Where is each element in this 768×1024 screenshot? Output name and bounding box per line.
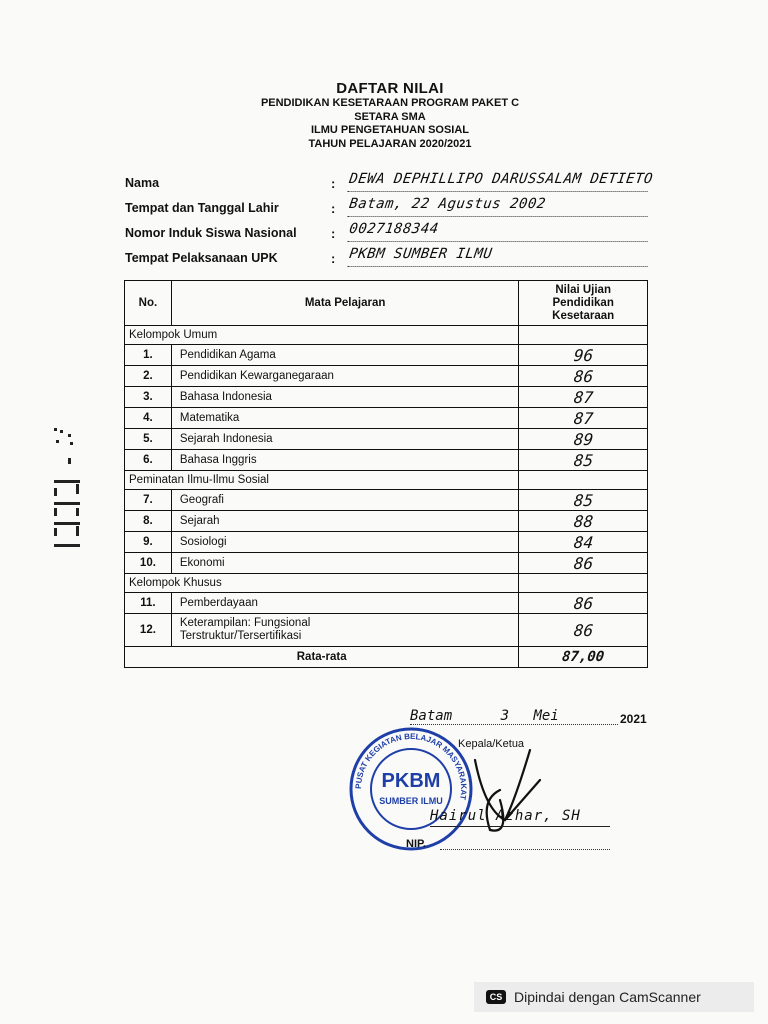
score-value: 87 — [572, 408, 594, 428]
group-score-empty — [519, 574, 648, 593]
row-subject: Pendidikan Agama — [171, 345, 519, 366]
info-colon: : — [331, 226, 336, 241]
info-label: Tempat Pelaksanaan UPK — [125, 251, 278, 265]
score-value: 86 — [572, 620, 594, 640]
row-no: 1. — [125, 345, 172, 366]
signer-name: Hairul Azhar, SH — [430, 808, 581, 824]
table-row — [125, 450, 648, 471]
row-subject-line-1: Keterampilan: Fungsional — [179, 617, 311, 629]
table-row — [125, 511, 648, 532]
row-subject: Matematika — [171, 408, 519, 429]
row-score — [519, 387, 648, 408]
header-line-3: ILMU PENGETAHUAN SOSIAL — [310, 124, 470, 136]
row-no: 5. — [125, 429, 172, 450]
info-label: Nama — [125, 176, 160, 190]
sign-place: Batam — [410, 708, 453, 724]
info-value: Batam, 22 Agustus 2002 — [348, 196, 651, 217]
table-row — [125, 614, 648, 647]
row-subject: Sejarah Indonesia — [171, 429, 519, 450]
row-subject: Ekonomi — [171, 553, 519, 574]
group-label: Kelompok Umum — [125, 326, 519, 345]
sign-year: 2021 — [620, 712, 647, 726]
camscanner-text: Dipindai dengan CamScanner — [514, 989, 701, 1005]
row-no: 11. — [125, 593, 172, 614]
sign-day: 3 — [500, 708, 510, 724]
header-line-4: TAHUN PELAJARAN 2020/2021 — [308, 137, 472, 150]
row-no: 10. — [125, 553, 172, 574]
row-subject: Sejarah — [171, 511, 519, 532]
row-no: 8. — [125, 511, 172, 532]
average-row — [125, 647, 648, 668]
row-subject — [171, 614, 519, 647]
stamp-center-text: PKBM — [381, 770, 441, 792]
student-info — [125, 172, 655, 272]
info-value: 0027188344 — [348, 221, 651, 242]
info-colon: : — [331, 176, 336, 191]
stamp-sub-text: SUMBER ILMU — [379, 796, 443, 806]
table-row — [125, 408, 648, 429]
info-value: PKBM SUMBER ILMU — [348, 246, 651, 267]
institution-stamp — [346, 724, 476, 854]
row-score — [519, 511, 648, 532]
score-value: 96 — [572, 345, 594, 365]
table-row — [125, 490, 648, 511]
info-row-nisn — [125, 222, 655, 247]
row-score — [519, 345, 648, 366]
sign-role: Kepala/Ketua — [458, 738, 525, 750]
info-label: Nomor Induk Siswa Nasional — [125, 226, 297, 240]
info-row-birth — [125, 197, 655, 222]
header-no: No. — [125, 281, 172, 326]
row-score — [519, 450, 648, 471]
score-value: 86 — [572, 593, 594, 613]
row-no: 2. — [125, 366, 172, 387]
info-row-name — [125, 172, 655, 197]
header-score: Nilai Ujian Pendidikan Kesetaraan — [519, 281, 648, 326]
group-row — [125, 471, 648, 490]
info-value: DEWA DEPHILLIPO DARUSSALAM DETIETO — [348, 171, 651, 192]
document-title: DAFTAR NILAI — [336, 80, 444, 97]
sign-place-date — [410, 708, 559, 724]
row-score — [519, 553, 648, 574]
score-value: 88 — [572, 511, 594, 531]
row-subject-line-2: Terstruktur/Tersertifikasi — [179, 630, 302, 642]
group-label: Kelompok Khusus — [125, 574, 519, 593]
average-value: 87,00 — [561, 649, 606, 665]
info-row-upk — [125, 247, 655, 272]
group-score-empty — [519, 326, 648, 345]
row-no: 4. — [125, 408, 172, 429]
row-no: 7. — [125, 490, 172, 511]
margin-scan-artifact — [50, 428, 84, 552]
table-row — [125, 593, 648, 614]
table-row — [125, 553, 648, 574]
row-score — [519, 490, 648, 511]
group-label: Peminatan Ilmu-Ilmu Sosial — [125, 471, 519, 490]
nip-label: NIP. — [406, 838, 426, 850]
group-score-empty — [519, 471, 648, 490]
row-no: 9. — [125, 532, 172, 553]
header-subject: Mata Pelajaran — [171, 281, 519, 326]
row-subject: Sosiologi — [171, 532, 519, 553]
row-subject: Bahasa Indonesia — [171, 387, 519, 408]
row-score — [519, 366, 648, 387]
row-score — [519, 429, 648, 450]
stamp-ring-text: PUSAT KEGIATAN BELAJAR MASYARAKAT — [353, 731, 469, 801]
info-colon: : — [331, 251, 336, 266]
grades-table — [124, 280, 648, 668]
row-score — [519, 593, 648, 614]
score-value: 86 — [572, 553, 594, 573]
table-row — [125, 345, 648, 366]
row-score — [519, 614, 648, 647]
average-label: Rata-rata — [125, 647, 519, 668]
handwritten-signature — [470, 740, 560, 840]
row-subject: Pendidikan Kewarganegaraan — [171, 366, 519, 387]
score-value: 84 — [572, 532, 594, 552]
info-label: Tempat dan Tanggal Lahir — [125, 201, 279, 215]
camscanner-logo-icon: CS — [486, 990, 506, 1004]
score-value: 89 — [572, 429, 594, 449]
score-value: 85 — [572, 490, 594, 510]
group-row — [125, 574, 648, 593]
table-header-row — [125, 281, 648, 326]
score-value: 87 — [572, 387, 594, 407]
group-row — [125, 326, 648, 345]
row-score — [519, 408, 648, 429]
row-subject: Pemberdayaan — [171, 593, 519, 614]
score-value: 86 — [572, 366, 594, 386]
signer-name-line — [430, 826, 610, 827]
table-row — [125, 387, 648, 408]
header-line-2: SETARA SMA — [354, 110, 426, 123]
camscanner-badge — [474, 982, 754, 1012]
table-row — [125, 429, 648, 450]
row-subject: Geografi — [171, 490, 519, 511]
average-score — [519, 647, 648, 668]
sign-month: Mei — [533, 708, 559, 724]
place-date-dots — [410, 724, 618, 725]
score-value: 85 — [572, 450, 594, 470]
document-header — [0, 80, 768, 151]
row-no: 6. — [125, 450, 172, 471]
header-line-1: PENDIDIKAN KESETARAAN PROGRAM PAKET C — [260, 97, 520, 109]
nip-dots — [440, 849, 610, 850]
info-colon: : — [331, 201, 336, 216]
table-row — [125, 366, 648, 387]
row-no: 3. — [125, 387, 172, 408]
row-score — [519, 532, 648, 553]
table-row — [125, 532, 648, 553]
row-no: 12. — [125, 614, 172, 647]
row-subject: Bahasa Inggris — [171, 450, 519, 471]
